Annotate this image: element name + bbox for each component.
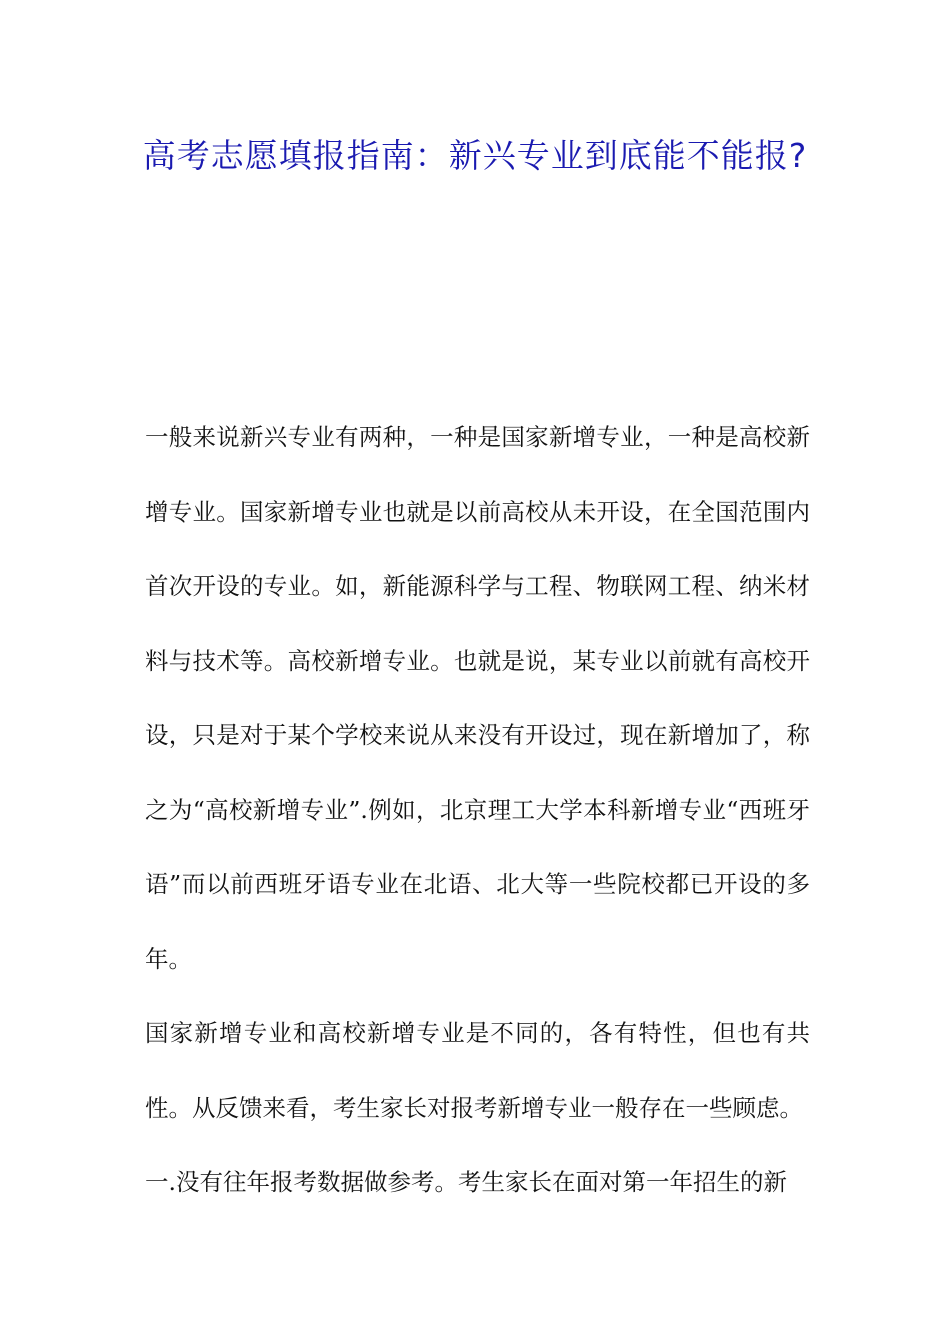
paragraph-3: 一.没有往年报考数据做参考。考生家长在面对第一年招生的新: [145, 1168, 787, 1196]
document-body: [145, 400, 810, 1220]
paragraph-1: 一般来说新兴专业有两种，一种是国家新增专业，一种是高校新增专业。国家新增专业也就是以前高校从未开设，在全国范围内首次开设的专业。如，新能源科学与工程、物联网工程、纳米材料与技术等。高校新增专业。也就是说，某专业以前就有高校开设，只是对于某个学校来说从来没有开设过，现在新增加了，称之为“高校新增专业”.例如，北京理工大学本科新增专业“西班牙语”而以前西班牙语专业在北语、北大等一些院校都已开设的多年。: [145, 423, 810, 973]
document-title: 高考志愿填报指南：新兴专业到底能不能报?: [142, 136, 808, 175]
paragraph-2: 国家新增专业和高校新增专业是不同的，各有特性，但也有共性。从反馈来看，考生家长对报考新增专业一般存在一些顾虑。: [145, 1019, 810, 1122]
